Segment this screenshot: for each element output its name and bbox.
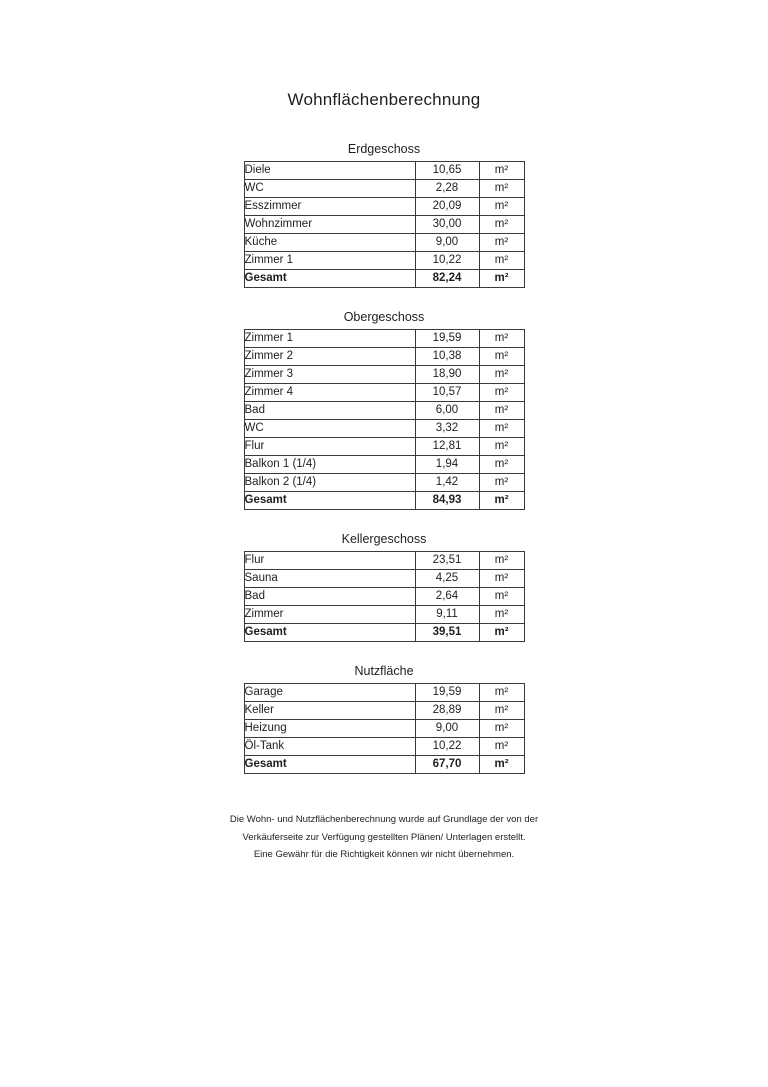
room-label: Gesamt xyxy=(244,492,415,510)
floor-section xyxy=(0,664,768,774)
table-row xyxy=(244,216,524,234)
room-label: Gesamt xyxy=(244,624,415,642)
area-value: 10,22 xyxy=(415,738,479,756)
area-unit: m² xyxy=(479,330,524,348)
area-table xyxy=(244,161,525,288)
table-row xyxy=(244,348,524,366)
section-heading: Obergeschoss xyxy=(343,310,425,324)
area-unit: m² xyxy=(479,366,524,384)
section-heading: Nutzfläche xyxy=(354,664,414,678)
area-unit: m² xyxy=(479,438,524,456)
table-row xyxy=(244,402,524,420)
area-value: 6,00 xyxy=(415,402,479,420)
document-title: Wohnflächenberechnung xyxy=(287,90,481,109)
area-unit: m² xyxy=(479,348,524,366)
area-value: 30,00 xyxy=(415,216,479,234)
area-unit: m² xyxy=(479,552,524,570)
room-label: Esszimmer xyxy=(244,198,415,216)
area-unit: m² xyxy=(479,234,524,252)
section-heading: Erdgeschoss xyxy=(347,142,421,156)
table-row xyxy=(244,684,524,702)
room-label: Flur xyxy=(244,438,415,456)
table-row xyxy=(244,330,524,348)
room-label: Bad xyxy=(244,402,415,420)
area-value: 82,24 xyxy=(415,270,479,288)
area-table xyxy=(244,329,525,510)
room-label: Zimmer 1 xyxy=(244,330,415,348)
table-row xyxy=(244,384,524,402)
footer-line: Verkäuferseite zur Verfügung gestellten Plänen/ Unterlagen erstellt. xyxy=(242,831,526,843)
area-value: 20,09 xyxy=(415,198,479,216)
area-unit: m² xyxy=(479,456,524,474)
table-row xyxy=(244,738,524,756)
area-value: 12,81 xyxy=(415,438,479,456)
area-value: 9,11 xyxy=(415,606,479,624)
area-value: 10,65 xyxy=(415,162,479,180)
area-unit: m² xyxy=(479,606,524,624)
table-row xyxy=(244,420,524,438)
area-value: 4,25 xyxy=(415,570,479,588)
area-unit: m² xyxy=(479,180,524,198)
room-label: Sauna xyxy=(244,570,415,588)
area-unit: m² xyxy=(479,162,524,180)
room-label: WC xyxy=(244,180,415,198)
area-unit: m² xyxy=(479,702,524,720)
area-table xyxy=(244,683,525,774)
room-label: Zimmer xyxy=(244,606,415,624)
section-heading: Kellergeschoss xyxy=(341,532,427,546)
area-table xyxy=(244,551,525,642)
area-value: 1,94 xyxy=(415,456,479,474)
area-table-body xyxy=(244,162,524,288)
footer-note xyxy=(0,811,768,864)
area-unit: m² xyxy=(479,474,524,492)
room-label: Gesamt xyxy=(244,270,415,288)
area-value: 39,51 xyxy=(415,624,479,642)
table-total-row xyxy=(244,492,524,510)
room-label: Flur xyxy=(244,552,415,570)
area-unit: m² xyxy=(479,720,524,738)
table-row xyxy=(244,438,524,456)
room-label: Zimmer 4 xyxy=(244,384,415,402)
floor-section xyxy=(0,142,768,288)
area-value: 19,59 xyxy=(415,330,479,348)
room-label: Balkon 1 (1/4) xyxy=(244,456,415,474)
area-unit: m² xyxy=(479,420,524,438)
area-value: 84,93 xyxy=(415,492,479,510)
room-label: Keller xyxy=(244,702,415,720)
area-value: 2,28 xyxy=(415,180,479,198)
table-row xyxy=(244,234,524,252)
room-label: Küche xyxy=(244,234,415,252)
area-value: 23,51 xyxy=(415,552,479,570)
area-unit: m² xyxy=(479,570,524,588)
room-label: Gesamt xyxy=(244,756,415,774)
table-row xyxy=(244,162,524,180)
area-unit: m² xyxy=(479,216,524,234)
table-row xyxy=(244,180,524,198)
area-unit: m² xyxy=(479,252,524,270)
area-unit: m² xyxy=(479,738,524,756)
area-value: 28,89 xyxy=(415,702,479,720)
table-row xyxy=(244,474,524,492)
area-value: 1,42 xyxy=(415,474,479,492)
table-total-row xyxy=(244,624,524,642)
room-label: Heizung xyxy=(244,720,415,738)
table-row xyxy=(244,720,524,738)
room-label: Zimmer 3 xyxy=(244,366,415,384)
room-label: Diele xyxy=(244,162,415,180)
room-label: Balkon 2 (1/4) xyxy=(244,474,415,492)
table-row xyxy=(244,570,524,588)
area-unit: m² xyxy=(479,492,524,510)
table-row xyxy=(244,702,524,720)
table-row xyxy=(244,456,524,474)
room-label: Wohnzimmer xyxy=(244,216,415,234)
room-label: Öl-Tank xyxy=(244,738,415,756)
area-value: 9,00 xyxy=(415,234,479,252)
room-label: Zimmer 1 xyxy=(244,252,415,270)
area-value: 2,64 xyxy=(415,588,479,606)
area-unit: m² xyxy=(479,402,524,420)
area-value: 67,70 xyxy=(415,756,479,774)
sections-container xyxy=(0,142,768,774)
table-row xyxy=(244,366,524,384)
area-unit: m² xyxy=(479,624,524,642)
area-value: 3,32 xyxy=(415,420,479,438)
table-row xyxy=(244,588,524,606)
room-label: Bad xyxy=(244,588,415,606)
table-total-row xyxy=(244,756,524,774)
area-unit: m² xyxy=(479,588,524,606)
room-label: Zimmer 2 xyxy=(244,348,415,366)
area-unit: m² xyxy=(479,270,524,288)
room-label: WC xyxy=(244,420,415,438)
area-value: 10,38 xyxy=(415,348,479,366)
table-total-row xyxy=(244,270,524,288)
area-unit: m² xyxy=(479,684,524,702)
area-table-body xyxy=(244,552,524,642)
table-row xyxy=(244,252,524,270)
area-unit: m² xyxy=(479,198,524,216)
area-value: 18,90 xyxy=(415,366,479,384)
area-value: 9,00 xyxy=(415,720,479,738)
footer-line: Die Wohn- und Nutzflächenberechnung wurde auf Grundlage der von der xyxy=(229,814,539,825)
area-value: 10,57 xyxy=(415,384,479,402)
area-unit: m² xyxy=(479,384,524,402)
floor-section xyxy=(0,532,768,642)
room-label: Garage xyxy=(244,684,415,702)
area-value: 19,59 xyxy=(415,684,479,702)
area-table-body xyxy=(244,330,524,510)
area-table-body xyxy=(244,684,524,774)
area-value: 10,22 xyxy=(415,252,479,270)
area-unit: m² xyxy=(479,756,524,774)
table-row xyxy=(244,552,524,570)
footer-line: Eine Gewähr für die Richtigkeit können wir nicht übernehmen. xyxy=(253,849,515,860)
table-row xyxy=(244,198,524,216)
floor-section xyxy=(0,310,768,510)
table-row xyxy=(244,606,524,624)
